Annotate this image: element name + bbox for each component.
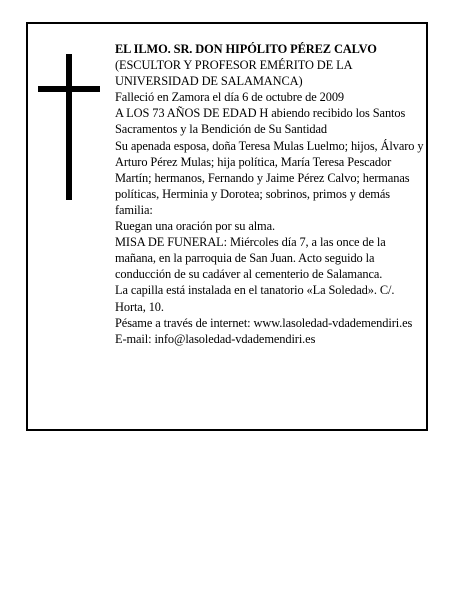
obituary-notice: [26, 22, 428, 431]
death-statement: Falleció en Zamora el día 6 de octubre de 2009: [115, 90, 345, 105]
notice-text: [115, 41, 427, 347]
cross-icon: [38, 54, 100, 200]
funeral-mass-info: MISA DE FUNERAL: Miércoles día 7, a las once de la mañana, en la parroquia de San Juan. Acto seguido la conducción de su cadáver al cementerio de Salamanca.: [115, 235, 386, 282]
family-list: Su apenada esposa, doña Teresa Mulas Luelmo; hijos, Álvaro y Arturo Pérez Mulas; hija política, María Teresa Pescador Martín; hermanos, Fernando y Jaime Pérez Calvo; hermanas políticas, Herminia y Dorotea; sobrinos, primos y demás familia:: [115, 138, 424, 217]
chapel-info: La capilla está instalada en el tanatorio «La Soledad». C/. Horta, 10.: [115, 283, 395, 314]
cross-horizontal-bar: [38, 86, 100, 92]
deceased-title: (ESCULTOR Y PROFESOR EMÉRITO DE LA UNIVERSIDAD DE SALAMANCA): [115, 58, 352, 89]
condolences-web: Pésame a través de internet: www.lasoledad-vdademendiri.es: [115, 315, 413, 330]
age-statement: A LOS 73 AÑOS DE EDAD H abiendo recibido los Santos Sacramentos y la Bendición de Su Santidad: [115, 106, 406, 137]
contact-email: E-mail: info@lasoledad-vdademendiri.es: [115, 331, 316, 346]
deceased-name: EL ILMO. SR. DON HIPÓLITO PÉREZ CALVO: [115, 42, 377, 56]
cross-vertical-bar: [66, 54, 72, 200]
prayer-request: Ruegan una oración por su alma.: [115, 219, 275, 234]
